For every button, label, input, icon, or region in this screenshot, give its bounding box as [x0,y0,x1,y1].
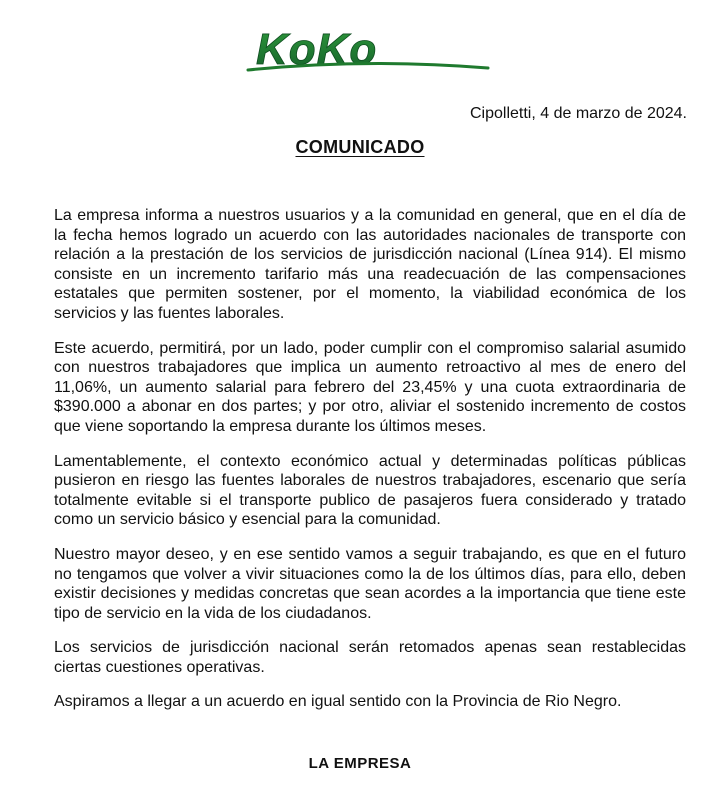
page-title: COMUNICADO [295,137,425,157]
company-logo [246,28,490,76]
paragraph: Aspiramos a llegar a un acuerdo en igual sentido con la Provincia de Rio Negro. [54,693,622,711]
document-body [54,206,686,727]
paragraph: Nuestro mayor deseo, y en ese sentido vamos a seguir trabajando, es que en el futuro no tengamos que volver a vivir situaciones como la de los últimos días, para ello, deben existir decisiones y medidas concretas que sean acordes a la importancia que tiene este tipo de servicio en la vida de los ciudadanos. [54,545,686,622]
paragraph: Este acuerdo, permitirá, por un lado, poder cumplir con el compromiso salarial asumido con nuestros trabajadores que implica un aumento retroactivo al mes de enero del 11,06%, un aumento salarial para febrero del 23,45% y una cuota extraordinaria de $390.000 a abonar en dos partes; y por otro, aliviar el sostenido incremento de costos que viene soportando la empresa durante los últimos meses. [54,339,686,435]
logo-wordmark: KoKo [256,28,378,74]
koko-logo-graphic [246,28,490,76]
paragraph: La empresa informa a nuestros usuarios y a la comunidad en general, que en el día de la fecha hemos logrado un acuerdo con las autoridades nacionales de transporte con relación a la prestación de los servicios de jurisdicción nacional (Línea 914). El mismo consiste en un incremento tarifario más una readecuación de las compensaciones estatales que permiten sostener, por el momento, la viabilidad económica de los servicios y las fuentes laborales. [54,207,686,322]
date-line: Cipolletti, 4 de marzo de 2024. [469,105,687,122]
paragraph: Los servicios de jurisdicción nacional serán retomados apenas sean restablecidas ciertas cuestiones operativas. [54,639,686,676]
paragraph: Lamentablemente, el contexto económico actual y determinadas políticas públicas pusieron en riesgo las fuentes laborales de nuestros trabajadores, escenario que sería totalmente evitable si el transporte publico de pasajeros fuera considerado y tratado como un servicio básico y esencial para la comunidad. [54,452,686,529]
signature: LA EMPRESA [308,755,412,772]
